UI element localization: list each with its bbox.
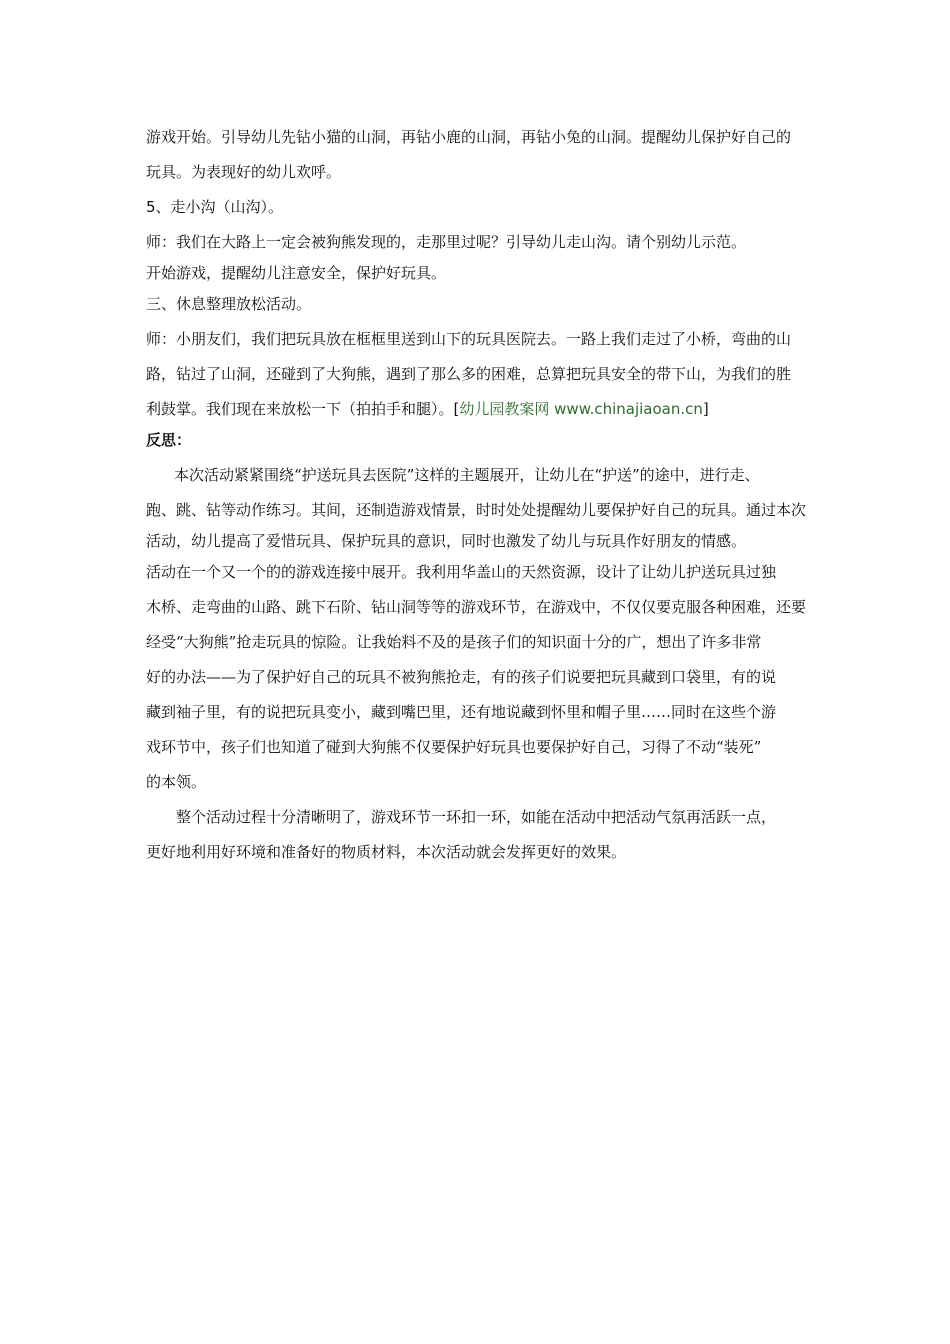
paragraph-line: 师：小朋友们，我们把玩具放在框框里送到山下的玩具医院去。一路上我们走过了小桥，弯曲的山 bbox=[146, 330, 792, 348]
paragraph-line: 活动在一个又一个的的游戏连接中展开。我利用华盖山的天然资源，设计了让幼儿护送玩具过独 bbox=[146, 563, 777, 581]
paragraph-line: 好的办法——为了保护好自己的玩具不被狗熊抢走，有的孩子们说要把玩具藏到口袋里，有的说 bbox=[146, 668, 777, 686]
paragraph-line: 师：我们在大路上一定会被狗熊发现的，走那里过呢？引导幼儿走山沟。请个别幼儿示范。 bbox=[146, 233, 747, 251]
bracket-open: [ bbox=[453, 400, 460, 418]
paragraph-line: 路，钻过了山洞，还碰到了大狗熊，遇到了那么多的困难，总算把玩具安全的带下山，为我们的胜 bbox=[146, 365, 792, 383]
paragraph-line: 整个活动过程十分清晰明了，游戏环节一环扣一环，如能在活动中把活动气氛再活跃一点， bbox=[176, 808, 777, 826]
step-heading: 5、走小沟（山沟）。 bbox=[146, 198, 284, 216]
paragraph-line: 本次活动紧紧围绕“护送玩具去医院”这样的主题展开，让幼儿在“护送”的途中，进行走、 bbox=[174, 466, 760, 484]
document-body bbox=[146, 122, 811, 868]
paragraph-line: 游戏开始。引导幼儿先钻小猫的山洞，再钻小鹿的山洞，再钻小兔的山洞。提醒幼儿保护好自己的 bbox=[146, 128, 792, 146]
paragraph-line-with-link bbox=[146, 394, 811, 425]
paragraph-line: 活动，幼儿提高了爱惜玩具、保护玩具的意识，同时也激发了幼儿与玩具作好朋友的情感。 bbox=[146, 532, 747, 550]
paragraph-line: 藏到袖子里，有的说把玩具变小，藏到嘴巴里，还有地说藏到怀里和帽子里……同时在这些个游 bbox=[146, 703, 777, 721]
paragraph-line: 经受“大狗熊”抢走玩具的惊险。让我始料不及的是孩子们的知识面十分的广，想出了许多非常 bbox=[146, 633, 762, 651]
paragraph-line: 更好地利用好环境和准备好的物质材料，本次活动就会发挥更好的效果。 bbox=[146, 843, 627, 861]
paragraph-line: 玩具。为表现好的幼儿欢呼。 bbox=[146, 163, 342, 181]
site-link-url[interactable]: www.chinajiaoan.cn bbox=[549, 400, 703, 418]
section-heading: 三、休息整理放松活动。 bbox=[146, 295, 312, 313]
paragraph-line: 跑、跳、钻等动作练习。其间，还制造游戏情景，时时处处提醒幼儿要保护好自己的玩具。通过本次 bbox=[146, 501, 807, 519]
site-link-name[interactable]: 幼儿园教案网 bbox=[459, 400, 550, 418]
paragraph-line: 的本领。 bbox=[146, 773, 207, 791]
reflection-heading: 反思： bbox=[146, 431, 192, 449]
paragraph-line: 开始游戏，提醒幼儿注意安全，保护好玩具。 bbox=[146, 264, 447, 282]
paragraph-line: 木桥、走弯曲的山路、跳下石阶、钻山洞等等的游戏环节，在游戏中，不仅仅要克服各种困难，还要 bbox=[146, 598, 807, 616]
paragraph-text: 利鼓掌。我们现在来放松一下（拍拍手和腿）。 bbox=[146, 400, 454, 418]
bracket-close: ] bbox=[702, 400, 709, 418]
paragraph-line: 戏环节中，孩子们也知道了碰到大狗熊不仅要保护好玩具也要保护好自己，习得了不动“装死” bbox=[146, 738, 762, 756]
